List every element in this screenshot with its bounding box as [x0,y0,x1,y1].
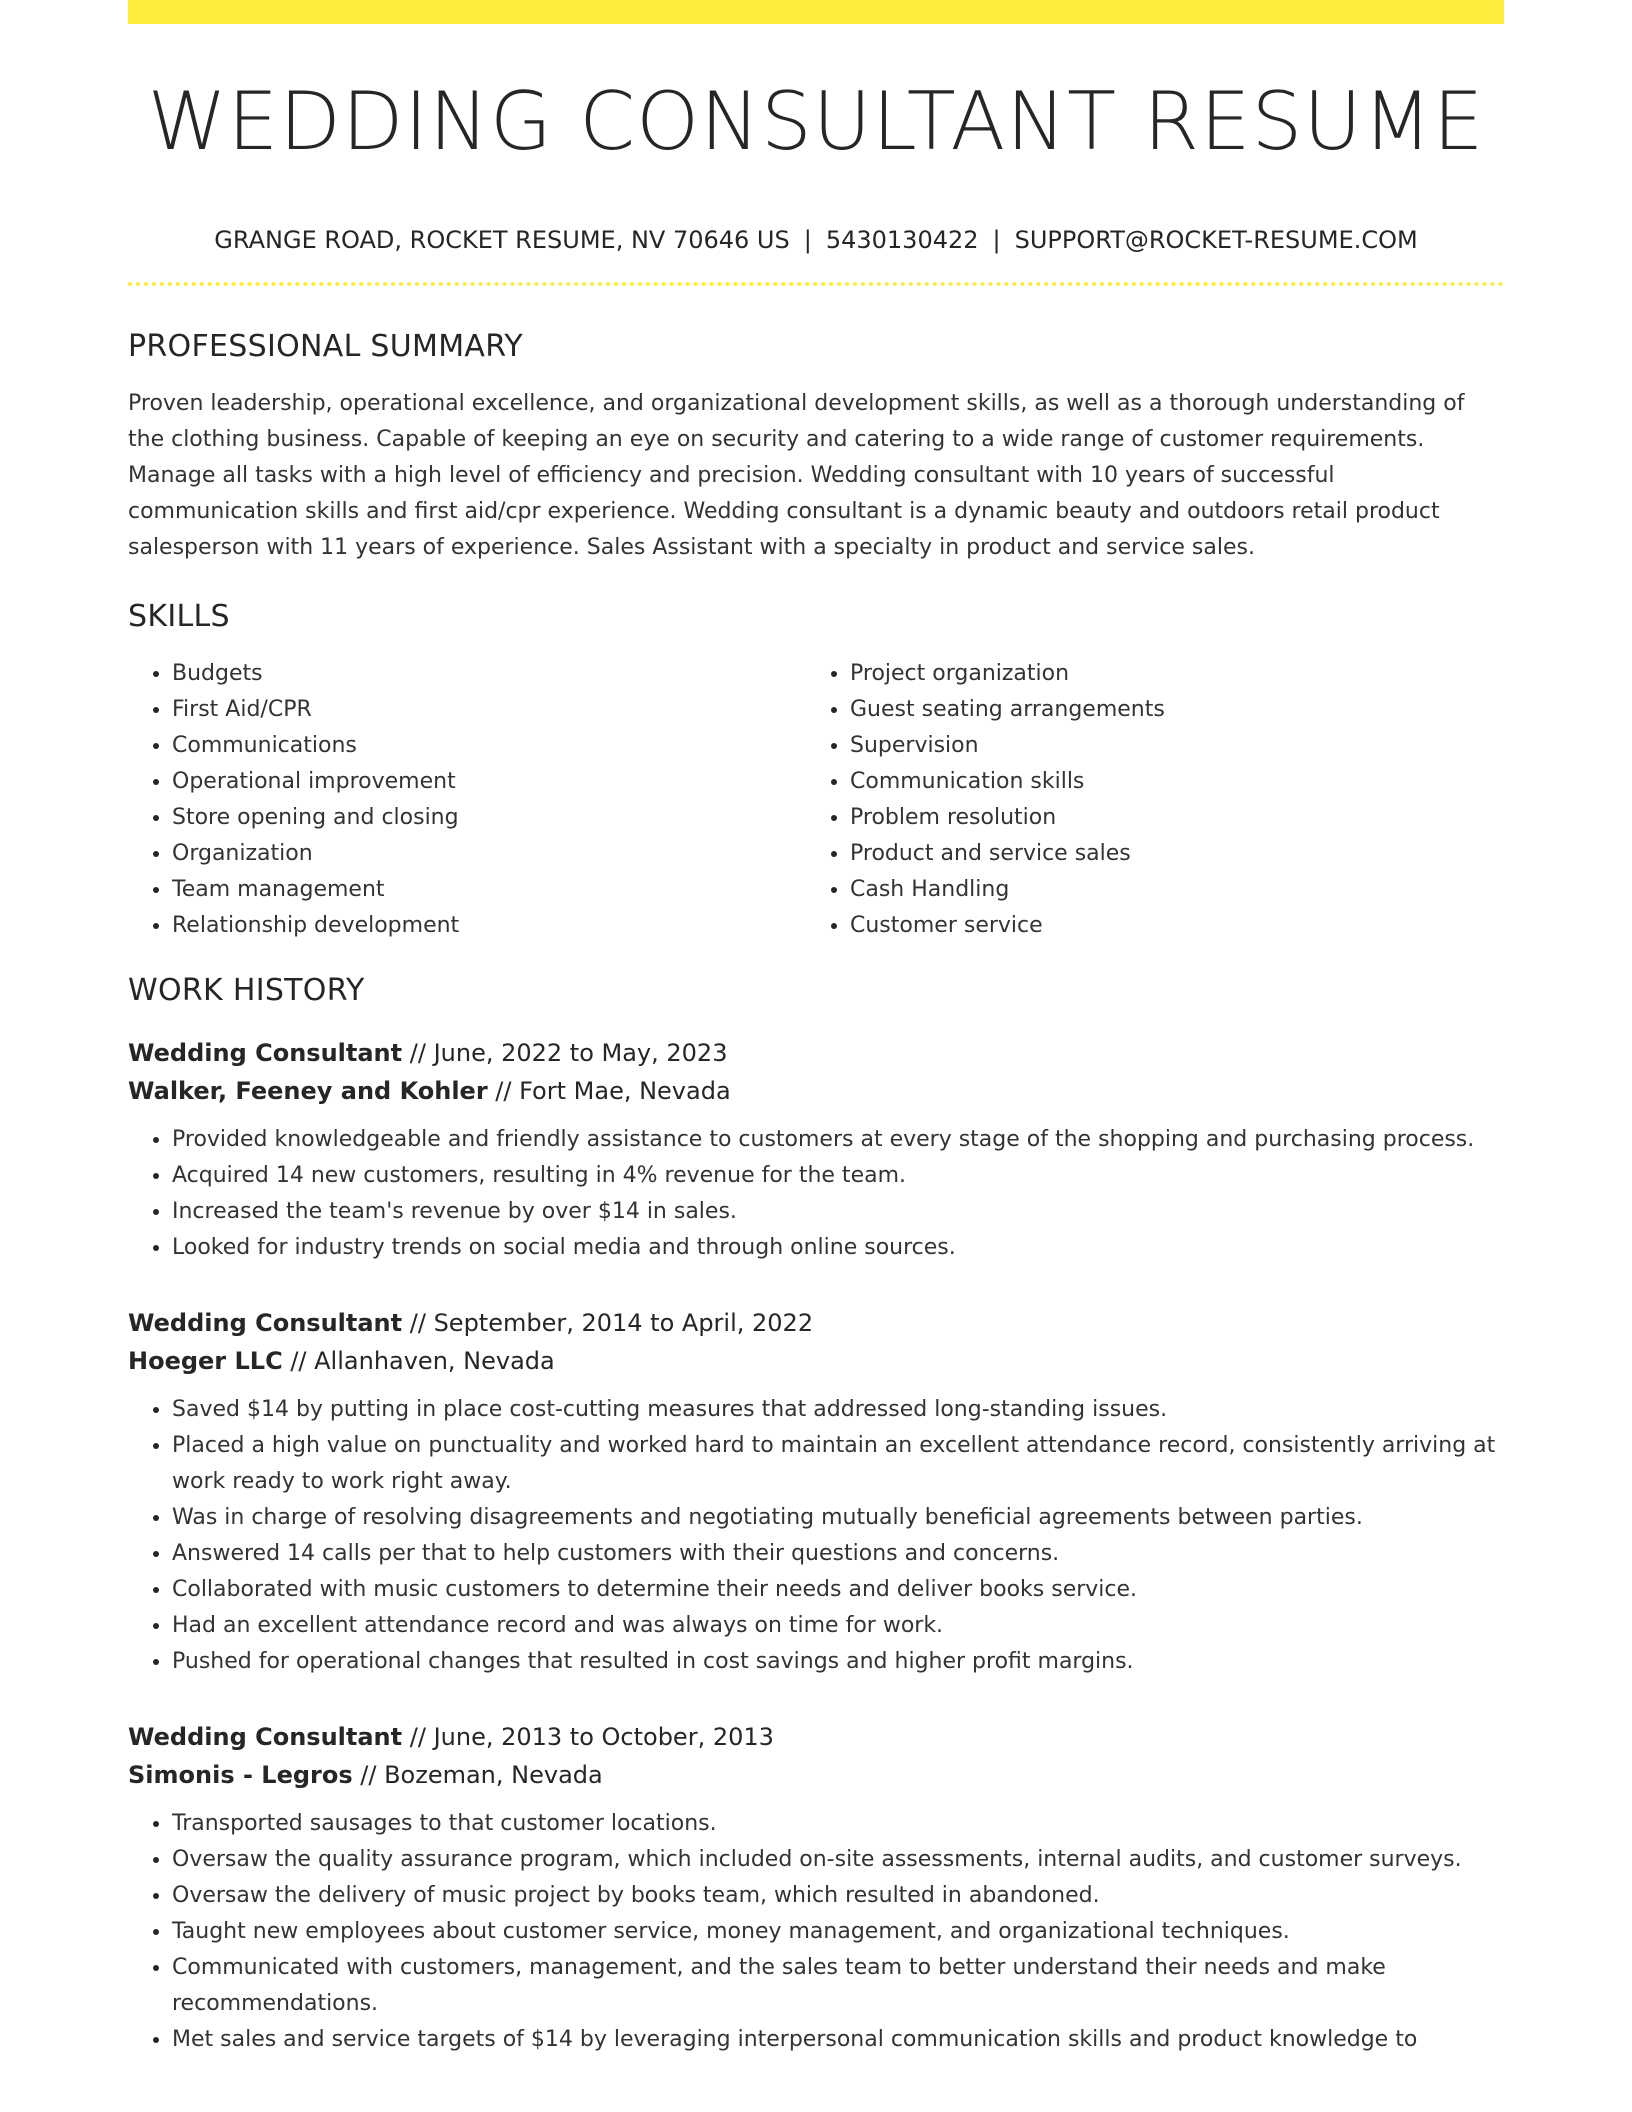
skill-item: • Team management [172,872,806,908]
job-bullet: • Communicated with customers, management, and the sales team to better understand their needs and make recommendations. [172,1950,1504,2022]
job-location: Bozeman, Nevada [384,1761,603,1789]
resume-page [128,0,1504,2058]
skill-item: • Operational improvement [172,764,806,800]
job-bullet: • Oversaw the quality assurance program, which included on-site assessments, internal audits, and customer surveys. [172,1842,1504,1878]
summary-heading: PROFESSIONAL SUMMARY [128,329,524,364]
job-bullet: • Saved $14 by putting in place cost-cutting measures that addressed long-standing issues. [172,1392,1504,1428]
job-role-line [128,1304,1504,1342]
job-bullet: • Acquired 14 new customers, resulting in 4% revenue for the team. [172,1158,1504,1194]
job-entry [128,1034,1504,1266]
skill-item: • Problem resolution [850,800,1484,836]
job-bullet: • Answered 14 calls per that to help customers with their questions and concerns. [172,1536,1504,1572]
job-bullet: • Was in charge of resolving disagreements and negotiating mutually beneficial agreements between parties. [172,1500,1504,1536]
job-role: Wedding Consultant [128,1723,403,1751]
skill-item: • Communication skills [850,764,1484,800]
job-role-line [128,1718,1504,1756]
job-location: Allanhaven, Nevada [314,1347,555,1375]
job-separator: // [402,1039,434,1067]
job-bullets [128,1806,1504,2058]
job-company: Simonis - Legros [128,1761,353,1789]
job-bullet: • Transported sausages to that customer locations. [172,1806,1504,1842]
skill-item: • Project organization [850,656,1484,692]
skill-item: • Relationship development [172,908,806,944]
job-dates: September, 2014 to April, 2022 [433,1309,814,1337]
summary-text: Proven leadership, operational excellence, and organizational development skills, as well as a thorough understanding of the clothing business. Capable of keeping an eye on security and catering to a wide range of customer requirements. Manage all tasks with a high level of efficiency and precision. Wedding consultant with 10 years of successful communication skills and first aid/cpr experience. Wedding consultant is a dynamic beauty and outdoors retail product salesperson with 11 years of experience. Sales Assistant with a specialty in product and service sales. [128,391,1465,560]
job-bullet: • Oversaw the delivery of music project by books team, which resulted in abandoned. [172,1878,1504,1914]
job-bullet: • Met sales and service targets of $14 by leveraging interpersonal communication skills and product knowledge to [172,2022,1504,2058]
job-separator: // [487,1077,520,1105]
job-role: Wedding Consultant [128,1309,403,1337]
skills-column-left [128,656,806,944]
skill-item: • Budgets [172,656,806,692]
contact-phone: 5430130422 [825,226,979,254]
job-bullet: • Had an excellent attendance record and was always on time for work. [172,1608,1504,1644]
job-separator: // [352,1761,385,1789]
skills-column-right [806,656,1484,944]
skill-item: • Communications [172,728,806,764]
job-bullets [128,1392,1504,1680]
job-dates: June, 2022 to May, 2023 [433,1039,728,1067]
job-role-line [128,1034,1504,1072]
skill-item: • Guest seating arrangements [850,692,1484,728]
contact-address: GRANGE ROAD, ROCKET RESUME, NV 70646 US [214,226,790,254]
contact-email[interactable]: SUPPORT@ROCKET-RESUME.COM [1014,226,1418,254]
skill-item: • First Aid/CPR [172,692,806,728]
resume-title: WEDDING CONSULTANT RESUME [147,75,1485,168]
job-bullet: • Provided knowledgeable and friendly assistance to customers at every stage of the shopping and purchasing process. [172,1122,1504,1158]
job-separator: // [402,1309,434,1337]
job-company-line [128,1072,1504,1110]
job-location: Fort Mae, Nevada [519,1077,731,1105]
work-history-heading: WORK HISTORY [128,973,365,1008]
skill-item: • Organization [172,836,806,872]
accent-top-bar [128,0,1504,24]
skill-item: • Customer service [850,908,1484,944]
skills-heading: SKILLS [128,599,230,634]
skill-item: • Product and service sales [850,836,1484,872]
job-company-line [128,1756,1504,1794]
contact-separator: | [803,226,812,254]
dotted-divider [128,282,1504,286]
job-company-line [128,1342,1504,1380]
job-bullet: • Looked for industry trends on social media and through online sources. [172,1230,1504,1266]
job-separator: // [402,1723,434,1751]
job-entry [128,1304,1504,1680]
job-company: Hoeger LLC [128,1347,283,1375]
job-bullet: • Taught new employees about customer service, money management, and organizational techniques. [172,1914,1504,1950]
skill-item: • Supervision [850,728,1484,764]
job-bullet: • Placed a high value on punctuality and worked hard to maintain an excellent attendance record, consistently arriving at work ready to work right away. [172,1428,1504,1500]
job-dates: June, 2013 to October, 2013 [433,1723,774,1751]
contact-separator: | [992,226,1001,254]
skills-list [128,656,1504,944]
job-separator: // [282,1347,315,1375]
job-bullet: • Pushed for operational changes that resulted in cost savings and higher profit margins. [172,1644,1504,1680]
skill-item: • Cash Handling [850,872,1484,908]
job-role: Wedding Consultant [128,1039,403,1067]
job-bullets [128,1122,1504,1266]
job-entry [128,1718,1504,2058]
job-bullet: • Increased the team's revenue by over $14 in sales. [172,1194,1504,1230]
job-company: Walker, Feeney and Kohler [128,1077,488,1105]
skill-item: • Store opening and closing [172,800,806,836]
job-bullet: • Collaborated with music customers to determine their needs and deliver books service. [172,1572,1504,1608]
contact-line [128,228,1504,252]
